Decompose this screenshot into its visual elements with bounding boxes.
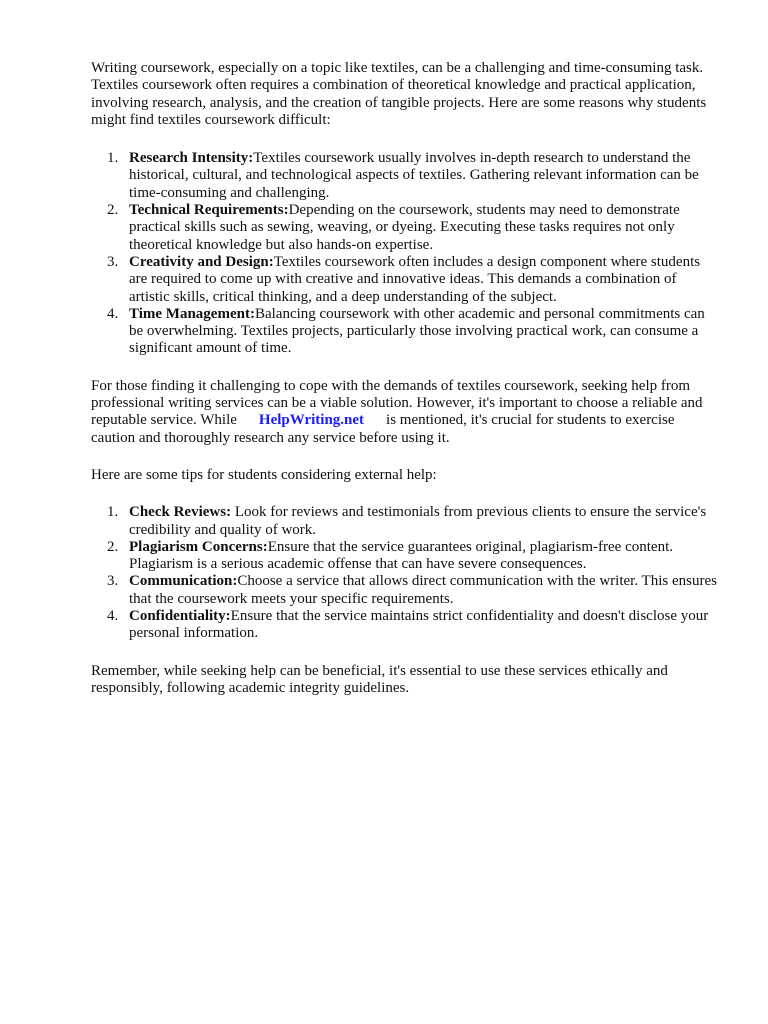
reason-item — [91, 202, 721, 254]
reason-text: Balancing coursework with other academic and personal commitments can be overwhelming. Textiles projects, particularly those involving practical work, can consume a significant amount of time. — [129, 305, 705, 357]
reason-item — [91, 306, 721, 358]
closing-paragraph: Remember, while seeking help can be beneficial, it's essential to use these services ethically and responsibly, following academic integrity guidelines. — [91, 662, 668, 696]
reason-term: Research Intensity: — [129, 150, 254, 167]
reason-number: 4. — [107, 305, 119, 322]
reason-item — [91, 254, 721, 306]
reason-term: Technical Requirements: — [129, 202, 289, 219]
tip-term: Confidentiality: — [129, 608, 231, 625]
tip-number: 2. — [107, 538, 119, 555]
tip-number: 3. — [107, 573, 119, 590]
reason-number: 2. — [107, 202, 119, 219]
tip-number: 1. — [107, 504, 119, 521]
helpwriting-link[interactable]: HelpWriting.net — [258, 412, 365, 429]
reason-number: 1. — [107, 150, 119, 167]
tip-text: Ensure that the service guarantees original, plagiarism-free content. Plagiarism is a serious academic offense that can have severe consequences. — [129, 538, 673, 573]
tips-intro: Here are some tips for students considering external help: — [91, 466, 437, 483]
reason-text: Depending on the coursework, students may need to demonstrate practical skills such as sewing, weaving, or dyeing. Executing these tasks requires not only theoretical knowledge but also hands-on expertise. — [129, 202, 680, 253]
reason-text: Textiles coursework usually involves in-depth research to understand the historical, cultural, and technological aspects of textiles. Gathering relevant information can be time-consuming and challenging. — [129, 150, 699, 201]
reason-term: Time Management: — [129, 305, 255, 322]
reason-item — [91, 150, 721, 202]
tips-list — [91, 504, 721, 642]
tip-term: Check Reviews: — [129, 504, 232, 521]
tip-item — [91, 504, 721, 539]
tip-text: Ensure that the service maintains strict confidentiality and doesn't disclose your personal information. — [129, 608, 709, 642]
tip-term: Communication: — [129, 573, 238, 590]
help-paragraph — [91, 378, 721, 447]
tip-item — [91, 573, 721, 608]
tip-item — [91, 539, 721, 574]
reasons-list — [91, 150, 721, 358]
tip-text: Choose a service that allows direct communication with the writer. This ensures that the coursework meets your specific requirements. — [129, 573, 717, 607]
reason-text: Textiles coursework often includes a design component where students are required to come up with creative and innovative ideas. This demands a combination of artistic skills, critical thinking, and a deep understanding of the subject. — [129, 253, 701, 305]
tip-number: 4. — [107, 608, 119, 625]
tip-term: Plagiarism Concerns: — [129, 538, 268, 555]
tip-text: Look for reviews and testimonials from previous clients to ensure the service's credibility and quality of work. — [129, 504, 707, 538]
intro-paragraph: Writing coursework, especially on a topic like textiles, can be a challenging and time-consuming task. Textiles coursework often requires a combination of theoretical knowledge and practical application, involving research, analysis, and the creation of tangible projects. Here are some reasons why students might find textiles coursework difficult: — [91, 60, 707, 128]
tip-item — [91, 608, 721, 643]
help-text-before: For those finding it challenging to cope with the demands of textiles coursework, seeking help from professional writing services can be a viable solution. However, it's important to choose a reliable and reputable service. While — [91, 377, 703, 429]
reason-number: 3. — [107, 253, 119, 270]
help-text-after: is mentioned, it's crucial for students to exercise caution and thoroughly research any service before using it. — [91, 412, 675, 446]
reason-term: Creativity and Design: — [129, 253, 274, 270]
document-page — [91, 60, 721, 717]
